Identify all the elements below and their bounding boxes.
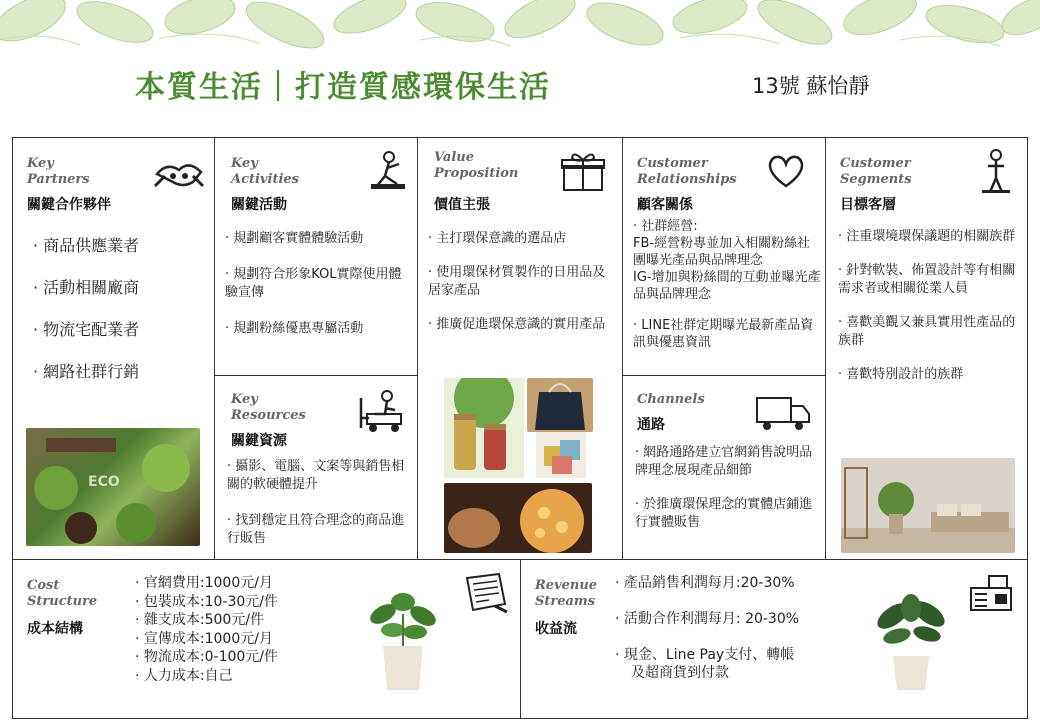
cell-customer-relationships	[622, 137, 826, 376]
lamps-photo	[444, 483, 592, 553]
list-item: · LINE社群定期曝光最新產品資訊與優惠資訊	[633, 318, 814, 350]
cost-en-line1: Cost	[27, 578, 60, 593]
list-item: · 找到穩定且符合理念的商品進行販售	[227, 513, 405, 546]
author-label: 13號 蘇怡靜	[752, 74, 870, 98]
cost-label-en	[27, 578, 97, 610]
list-item: · 雜支成本:500元/件	[135, 612, 265, 628]
revenue-list	[615, 574, 855, 682]
partners-en-line2: Partners	[27, 172, 90, 187]
jars-illustration	[444, 378, 524, 478]
cash-register-icon	[967, 572, 1017, 616]
living-room-photo	[841, 458, 1015, 553]
value-label-en	[434, 150, 518, 182]
person-icon	[978, 148, 1014, 194]
list-item: · 使用環保材質製作的日用品及居家產品	[428, 265, 606, 298]
cell-revenue-streams	[520, 559, 1028, 719]
list-item: · 規劃顧客實體體驗活動	[225, 231, 364, 246]
document-icon	[459, 570, 511, 614]
partners-label-zh: 關鍵合作夥伴	[27, 197, 111, 213]
mesh-bag-photo	[527, 378, 593, 432]
list-item: · 喜歡美觀又兼具實用性產品的族群	[838, 315, 1016, 348]
cell-value-proposition	[417, 137, 623, 560]
list-item: · 商品供應業者	[33, 236, 140, 255]
activities-en-line1: Key	[231, 156, 258, 171]
coasters-photo	[536, 432, 586, 478]
forklift-icon	[357, 388, 407, 434]
revenue-label-zh: 收益流	[535, 621, 577, 637]
leaf-banner	[0, 0, 1040, 70]
list-item: · 注重環境環保議題的相關族群	[838, 229, 1016, 244]
relationships-en-line1: Customer	[637, 156, 708, 171]
relationships-label-en	[637, 156, 737, 188]
cell-key-partners	[12, 137, 215, 560]
resources-en-line2: Resources	[231, 408, 306, 423]
list-item: · 網路通路建立官網銷售說明品牌理念展現產品細節	[635, 445, 813, 478]
list-item: · 社群經營:	[633, 219, 698, 234]
list-item: · 主打環保意識的選品店	[428, 231, 567, 246]
resources-label-zh: 關鍵資源	[231, 433, 287, 449]
partners-label-en	[27, 156, 90, 188]
eco-stamp-text: ECO	[88, 474, 120, 490]
cost-en-line2: Structure	[27, 594, 98, 609]
partners-en-line1: Key	[27, 156, 54, 171]
revenue-label-en	[535, 578, 597, 610]
activities-label-en	[231, 156, 299, 188]
relationships-list	[633, 218, 823, 351]
segments-list	[838, 228, 1022, 396]
list-item: · 規劃粉絲優惠專屬活動	[225, 321, 364, 336]
business-model-canvas	[0, 125, 1032, 715]
activities-label-zh: 關鍵活動	[231, 197, 287, 213]
list-item: IG-增加與粉絲間的互動並曝光產品與品牌理念	[633, 270, 821, 302]
list-item: · 規劃符合形象KOL實際使用體驗宣傳	[225, 267, 402, 300]
segments-label-zh: 目標客層	[840, 197, 896, 213]
cost-label-zh: 成本結構	[27, 621, 83, 637]
eco-sprouts-photo	[26, 428, 200, 546]
relationships-en-line2: Relationships	[637, 172, 737, 187]
list-item: · 物流宅配業者	[33, 320, 140, 339]
coasters-illustration	[536, 432, 586, 478]
partners-list	[33, 236, 213, 404]
value-en-line1: Value	[434, 150, 474, 165]
potted-plant-photo	[363, 584, 443, 694]
relationships-label-zh: 顧客關係	[637, 197, 693, 213]
cell-key-activities	[214, 137, 418, 376]
gift-icon	[558, 150, 608, 192]
segments-en-line2: Segments	[840, 172, 912, 187]
channels-label-en: Channels	[637, 392, 705, 407]
list-item: FB-經營粉專並加入相關粉絲社團曝光產品與品牌理念	[633, 236, 811, 268]
list-item: · 物流成本:0-100元/件	[135, 649, 279, 665]
list-item: · 攝影、電腦、文案等與銷售相關的軟硬體提升	[227, 459, 405, 492]
resources-label-en	[231, 392, 306, 424]
revenue-en-line1: Revenue	[535, 578, 598, 593]
cost-list	[135, 574, 355, 685]
list-item: · 喜歡特別設計的族群	[838, 367, 964, 382]
glass-jars-photo	[444, 378, 524, 478]
resources-en-line1: Key	[231, 392, 258, 407]
value-list	[428, 230, 616, 346]
cell-channels	[622, 375, 826, 560]
heart-icon	[767, 154, 805, 188]
channels-label-zh: 通路	[637, 417, 665, 433]
activities-en-line2: Activities	[231, 172, 299, 187]
list-item: · 於推廣環保理念的實體店鋪進行實體販售	[635, 497, 813, 530]
revenue-en-line2: Streams	[535, 594, 596, 609]
cell-customer-segments	[825, 137, 1028, 560]
list-item: · 宣傳成本:1000元/月	[135, 630, 273, 647]
list-item: · 網路社群行銷	[33, 362, 140, 381]
list-item: · 活動合作利潤每月: 20-30%	[615, 611, 800, 627]
worker-icon	[367, 150, 409, 192]
calathea-plant-photo	[871, 588, 951, 698]
page-title: 本質生活｜打造質感環保生活	[135, 70, 551, 105]
cell-key-resources	[214, 375, 418, 560]
channels-list	[635, 444, 821, 544]
list-item: · 包裝成本:10-30元/件	[135, 593, 279, 610]
activities-list	[225, 230, 411, 350]
resources-list	[227, 458, 413, 560]
list-item: · 活動相關廠商	[33, 278, 140, 297]
truck-icon	[753, 392, 811, 434]
list-item: · 官網費用:1000元/月	[135, 575, 273, 591]
segments-en-line1: Customer	[840, 156, 911, 171]
cell-cost-structure	[12, 559, 521, 719]
segments-label-en	[840, 156, 912, 188]
bag-illustration	[527, 378, 593, 432]
list-item: · 推廣促進環保意識的實用產品	[428, 317, 606, 332]
living-room-illustration	[841, 458, 1015, 553]
value-en-line2: Proposition	[434, 166, 519, 181]
list-item: 及超商貨到付款	[631, 665, 729, 681]
lamps-illustration	[444, 483, 592, 553]
handshake-icon	[153, 152, 205, 192]
list-item: · 現金、Line Pay支付、轉帳	[615, 647, 795, 663]
list-item: · 針對軟裝、佈置設計等有相關需求者或相關從業人員	[838, 263, 1016, 296]
list-item: · 人力成本:自己	[135, 667, 233, 684]
value-label-zh: 價值主張	[434, 197, 490, 213]
list-item: · 產品銷售利潤每月:20-30%	[615, 575, 795, 591]
